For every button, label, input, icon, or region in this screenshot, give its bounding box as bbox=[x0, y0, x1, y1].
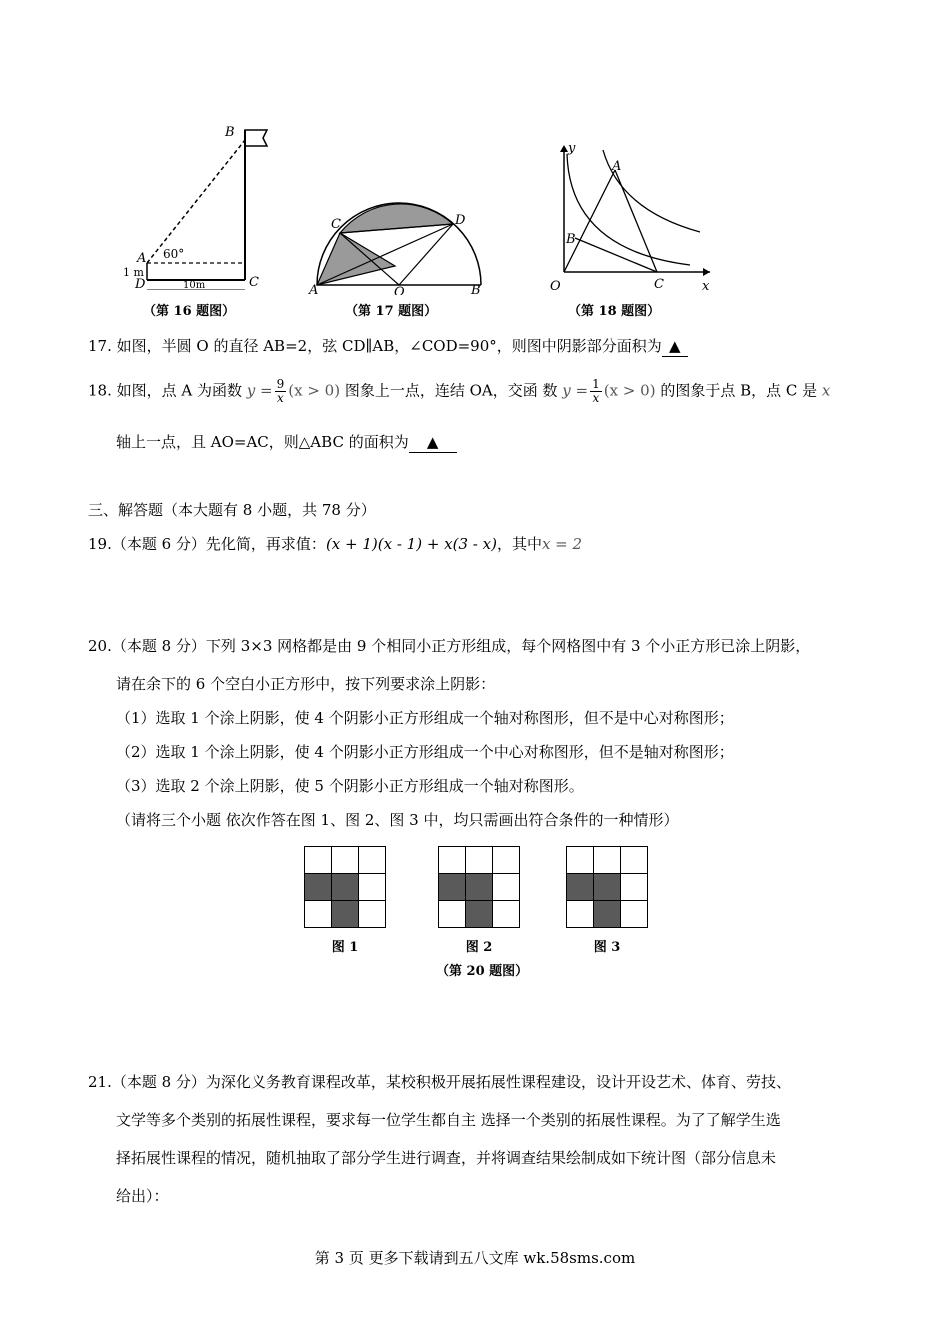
function-2-condition: (x > 0) bbox=[603, 381, 656, 400]
question-19-expression: (x + 1)(x - 1) + x(3 - x) bbox=[325, 535, 497, 553]
question-21-line1: 21.（本题 8 分）为深化义务教育课程改革，某校积极开展拓展性课程建设，设计开设艺术、体育、劳技、 bbox=[88, 1073, 791, 1091]
label-B: B bbox=[566, 232, 576, 247]
label-A: A bbox=[612, 159, 622, 174]
question-19 bbox=[88, 534, 582, 554]
question-21-line3: 择拓展性课程的情况，随机抽取了部分学生进行调查，并将调查结果绘制成如下统计图（部分信息未 bbox=[116, 1149, 777, 1167]
label-width: 10m bbox=[183, 280, 206, 290]
question-20-item3: （3）选取 2 个涂上阴影，使 5 个阴影小正方形组成一个轴对称图形。 bbox=[116, 777, 584, 795]
grid-1-label: 图 1 bbox=[331, 940, 359, 955]
question-20-line2: 请在余下的 6 个空白小正方形中，按下列要求涂上阴影： bbox=[116, 675, 496, 693]
flagpole-diagram bbox=[115, 120, 285, 290]
question-18-middle: 图象上一点，连结 OA，交函 数 bbox=[344, 381, 558, 400]
label-B: B bbox=[471, 283, 481, 295]
function-2-fraction: $\frac{1}{x}$ bbox=[592, 377, 600, 405]
label-x: x bbox=[702, 279, 710, 294]
question-20-note: （请将三个小题 依次作答在图 1、图 2、图 3 中，均只需画出符合条件的一种情形） bbox=[116, 811, 679, 829]
question-19-mid: ，其中 bbox=[496, 535, 542, 553]
figure-17 bbox=[305, 200, 495, 320]
figure-17-caption: （第 17 题图） bbox=[345, 304, 438, 319]
question-17-text: 17. 如图，半圆 O 的直径 AB=2，弦 CD∥AB，∠COD=90°，则图中阴影部分面积为 bbox=[88, 337, 662, 355]
question-17-answer: ▲ bbox=[662, 336, 688, 357]
label-D: D bbox=[135, 277, 146, 290]
question-19-condition: x = 2 bbox=[541, 535, 583, 553]
figure-16 bbox=[115, 120, 285, 320]
hyperbola-diagram bbox=[540, 140, 720, 295]
label-A: A bbox=[137, 251, 147, 266]
function-1-lhs: y = bbox=[246, 381, 273, 400]
figure-18-caption: （第 18 题图） bbox=[568, 304, 661, 319]
question-20-line1: 20.（本题 8 分）下列 3×3 网格都是由 9 个相同小正方形组成，每个网格图中有 3 个小正方形已涂上阴影， bbox=[88, 637, 811, 655]
label-A: A bbox=[309, 283, 319, 295]
grid-3-label: 图 3 bbox=[593, 940, 621, 955]
grid-3[interactable] bbox=[566, 846, 648, 955]
figure-16-caption: （第 16 题图） bbox=[143, 304, 236, 319]
label-D: D bbox=[455, 213, 466, 228]
question-18-line2 bbox=[116, 432, 457, 453]
grid-1[interactable] bbox=[304, 846, 386, 955]
label-y: y bbox=[568, 141, 576, 156]
grid-2-label: 图 2 bbox=[465, 940, 493, 955]
question-18-answer: ▲ bbox=[409, 432, 457, 453]
label-C: C bbox=[331, 217, 341, 232]
label-height: 1 m bbox=[123, 266, 144, 279]
function-2-lhs: y = bbox=[562, 381, 589, 400]
function-1-condition: (x > 0) bbox=[288, 381, 341, 400]
label-O: O bbox=[550, 279, 561, 294]
figure-20-caption: （第 20 题图） bbox=[436, 964, 529, 979]
question-21-line2: 文学等多个类别的拓展性课程，要求每一位学生都自主 选择一个类别的拓展性课程。为了了解学生选 bbox=[116, 1111, 781, 1129]
section-3-title: 三、解答题（本大题有 8 小题，共 78 分） bbox=[88, 501, 376, 519]
question-18-suffix: 的图象于点 B，点 C 是 bbox=[660, 381, 818, 400]
question-20-item2: （2）选取 1 个涂上阴影，使 4 个阴影小正方形组成一个中心对称图形，但不是轴对称图形； bbox=[116, 743, 734, 761]
figure-18 bbox=[540, 140, 720, 320]
question-17 bbox=[88, 336, 688, 357]
page-footer: 第 3 页 更多下载请到五八文库 wk.58sms.com bbox=[314, 1249, 636, 1267]
question-20-item1: （1）选取 1 个涂上阴影，使 4 个阴影小正方形组成一个轴对称图形，但不是中心对称图形； bbox=[116, 709, 734, 727]
question-21-line4: 给出）： bbox=[116, 1187, 169, 1205]
label-O: O bbox=[394, 285, 405, 295]
question-18 bbox=[88, 378, 830, 405]
x-variable: x bbox=[821, 381, 831, 400]
function-1-fraction: $\frac{9}{x}$ bbox=[276, 377, 285, 405]
label-B: B bbox=[225, 125, 235, 140]
question-18-prefix: 18. 如图，点 A 为函数 bbox=[88, 381, 242, 400]
label-C: C bbox=[654, 277, 664, 292]
label-C: C bbox=[249, 275, 259, 290]
label-angle: 60° bbox=[163, 247, 185, 261]
semicircle-diagram bbox=[305, 200, 495, 295]
grid-2[interactable] bbox=[438, 846, 520, 955]
question-18-line2-text: 轴上一点，且 AO=AC，则△ABC 的面积为 bbox=[116, 433, 409, 451]
question-19-prefix: 19.（本题 6 分）先化简，再求值： bbox=[88, 535, 326, 553]
